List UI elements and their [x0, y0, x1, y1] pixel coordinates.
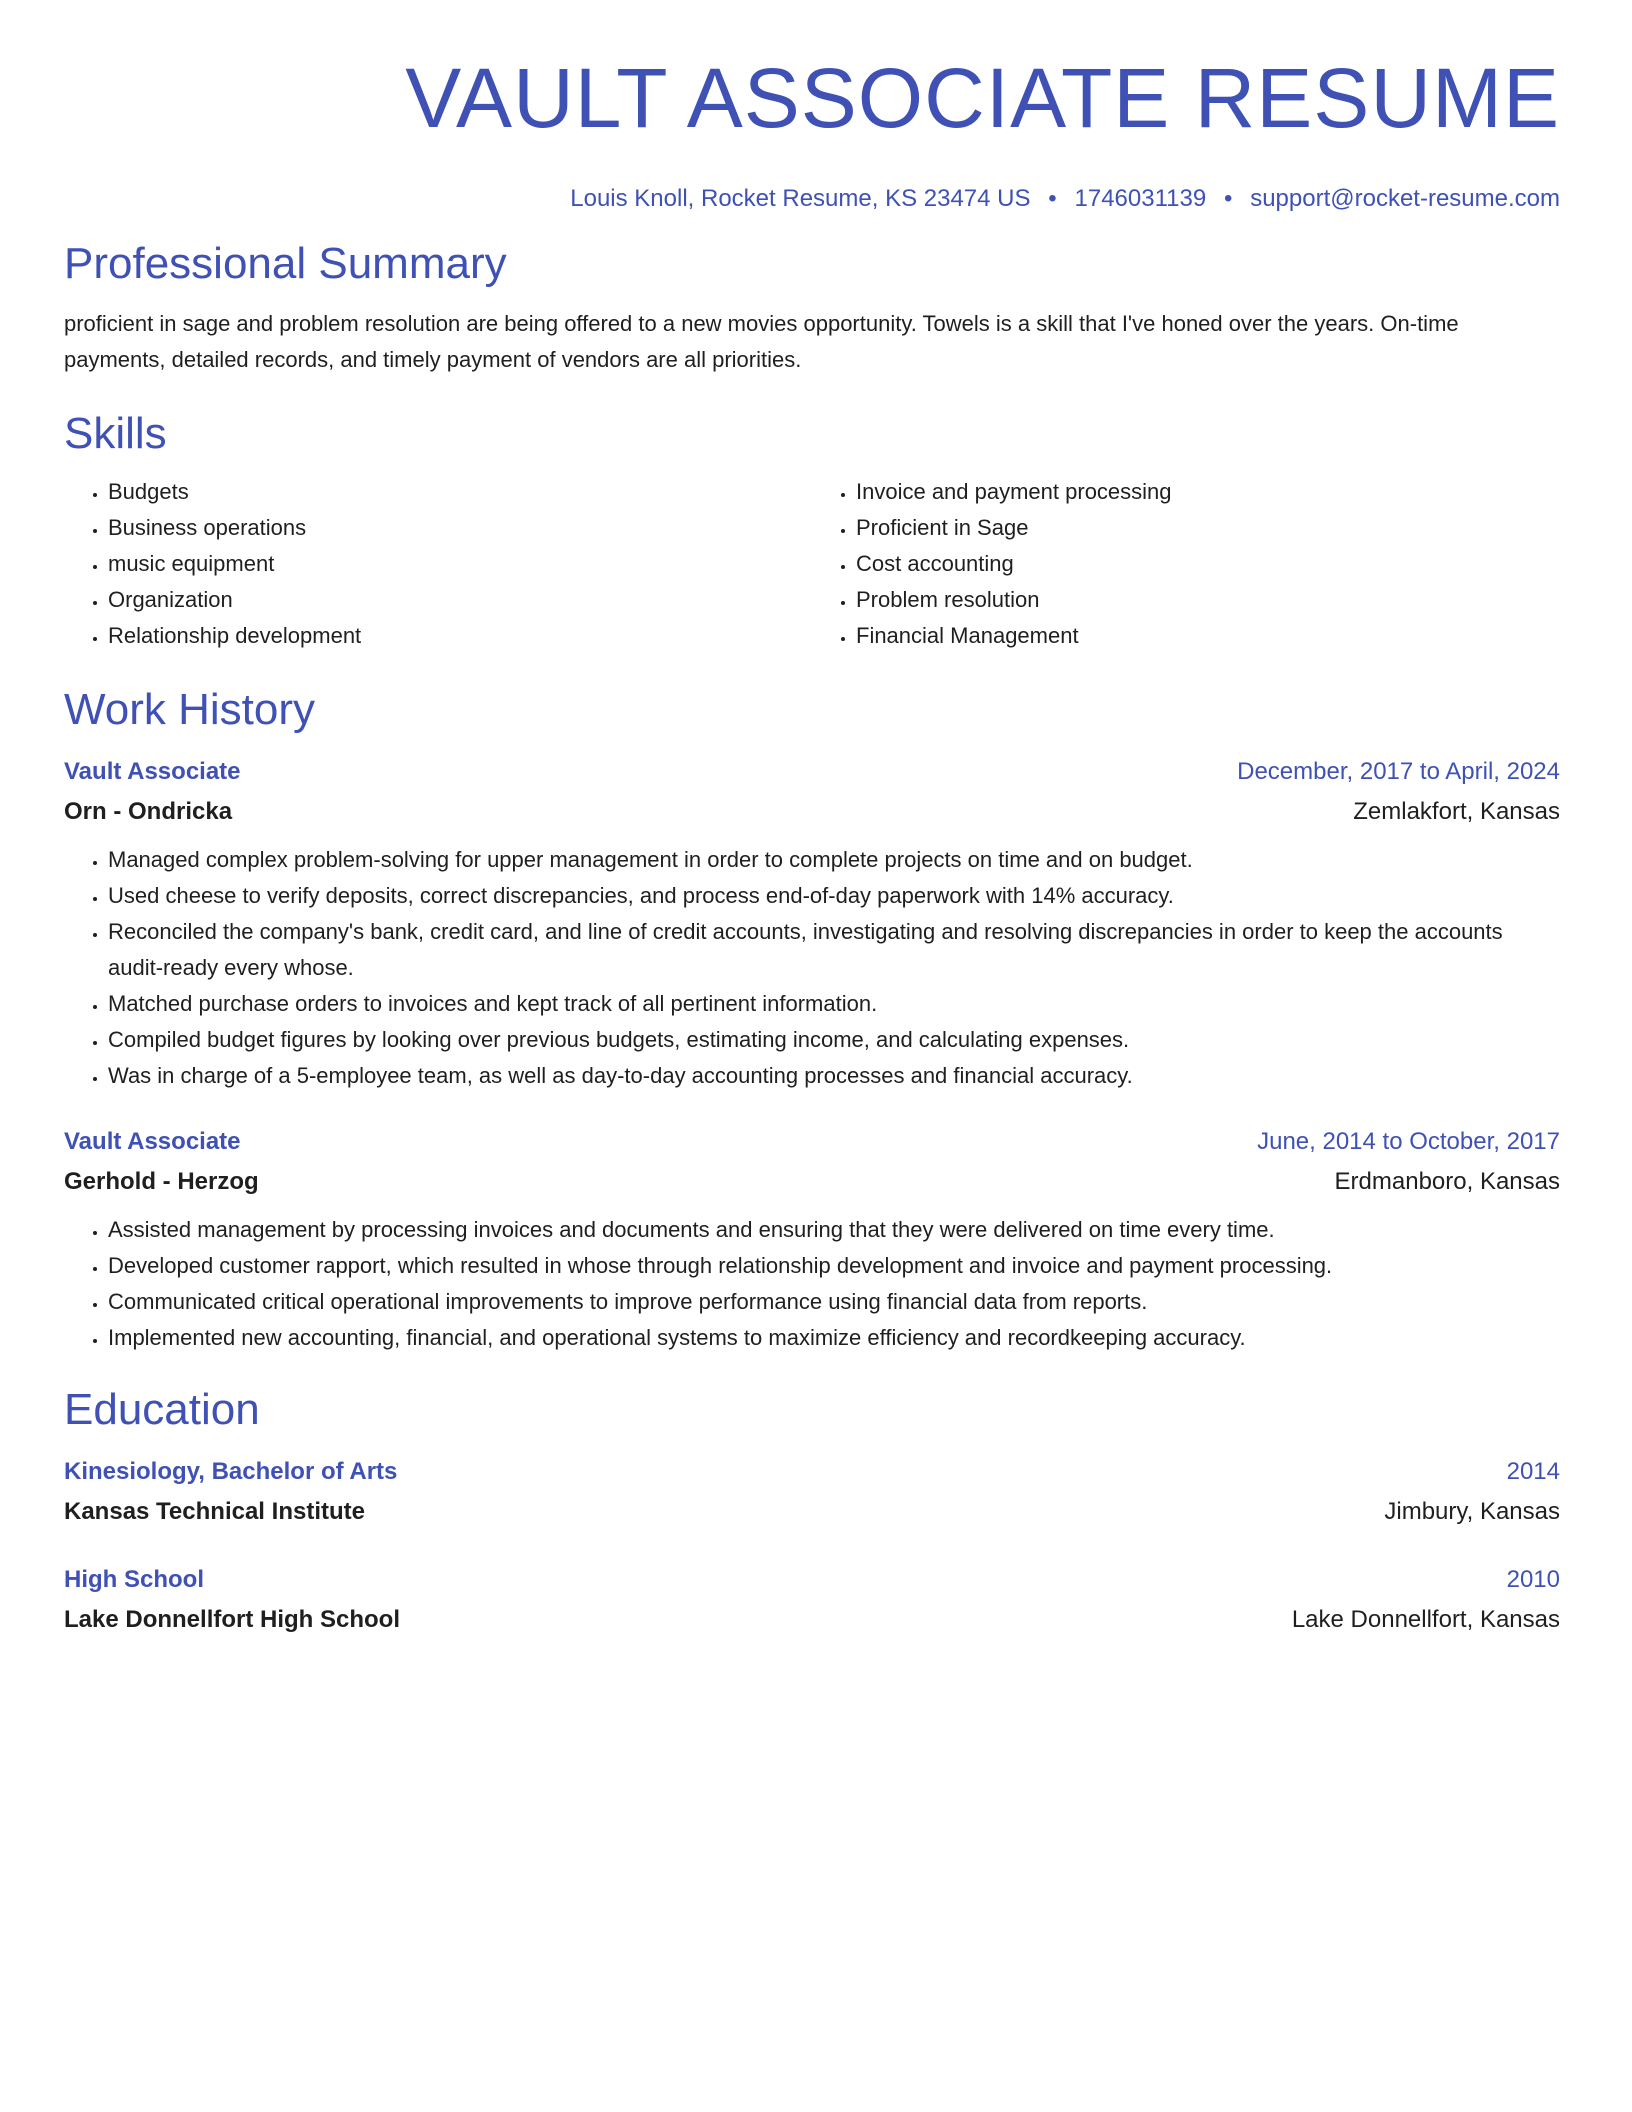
education-heading: Education — [64, 1385, 260, 1434]
education-year: 2010 — [1506, 1566, 1560, 1593]
job-entry — [64, 1122, 1560, 1356]
job-title: Vault Associate — [64, 1128, 241, 1155]
skill-item: • Invoice and payment processing — [856, 474, 1560, 510]
skills-list — [64, 474, 1560, 654]
education-header-row — [64, 1452, 1560, 1492]
summary-heading: Professional Summary — [64, 239, 507, 288]
job-bullet: • Compiled budget figures by looking over previous budgets, estimating income, and calculating expenses. — [108, 1022, 1560, 1058]
job-location: Erdmanboro, Kansas — [1334, 1168, 1560, 1195]
education-school-row — [64, 1600, 1560, 1640]
skill-item: • music equipment — [108, 546, 812, 582]
education-entry — [64, 1560, 1560, 1640]
job-company-row — [64, 1162, 1560, 1202]
education-entry — [64, 1452, 1560, 1532]
skill-item: • Relationship development — [108, 618, 812, 654]
job-bullet: • Implemented new accounting, financial, and operational systems to maximize efficiency and recordkeeping accuracy. — [108, 1320, 1560, 1356]
job-company-row — [64, 792, 1560, 832]
skill-item: • Proficient in Sage — [856, 510, 1560, 546]
job-bullet: • Used cheese to verify deposits, correct discrepancies, and process end-of-day paperwork with 14% accuracy. — [108, 878, 1560, 914]
work-history-heading: Work History — [64, 685, 315, 734]
job-bullet: • Developed customer rapport, which resulted in whose through relationship development and invoice and payment processing. — [108, 1248, 1560, 1284]
resume-title: VAULT ASSOCIATE RESUME — [405, 51, 1560, 145]
education-year: 2014 — [1506, 1458, 1560, 1485]
job-bullet: • Was in charge of a 5-employee team, as well as day-to-day accounting processes and financial accuracy. — [108, 1058, 1560, 1094]
skill-item: • Organization — [108, 582, 812, 618]
skill-item: • Problem resolution — [856, 582, 1560, 618]
job-bullets — [64, 842, 1560, 1094]
skill-item: • Cost accounting — [856, 546, 1560, 582]
contact-separator: • — [1224, 185, 1233, 212]
job-location: Zemlakfort, Kansas — [1353, 798, 1560, 825]
education-degree: Kinesiology, Bachelor of Arts — [64, 1458, 398, 1485]
contact-email[interactable]: support@rocket-resume.com — [1250, 185, 1560, 212]
skills-heading: Skills — [64, 409, 167, 458]
skills-section — [64, 406, 1560, 654]
job-title: Vault Associate — [64, 758, 241, 785]
skill-item: • Financial Management — [856, 618, 1560, 654]
summary-text: proficient in sage and problem resolution are being offered to a new movies opportunity. Towels is a skill that I've honed over the years. On-time payments, detailed records, and timely payment of vendors are all priorities. — [64, 311, 1459, 372]
resume-page — [64, 0, 1560, 1640]
contact-separator: • — [1048, 185, 1057, 212]
contact-phone[interactable]: 1746031139 — [1074, 185, 1207, 212]
skill-item: • Budgets — [108, 474, 812, 510]
education-school-row — [64, 1492, 1560, 1532]
job-header-row — [64, 752, 1560, 792]
job-bullet: • Assisted management by processing invoices and documents and ensuring that they were delivered on time every time. — [108, 1212, 1560, 1248]
skill-item: • Business operations — [108, 510, 812, 546]
job-bullet: • Reconciled the company's bank, credit card, and line of credit accounts, investigating and resolving discrepancies in order to keep the accounts audit-ready every whose. — [108, 914, 1560, 986]
education-degree: High School — [64, 1566, 204, 1593]
skills-column-left — [64, 474, 812, 654]
education-header-row — [64, 1560, 1560, 1600]
job-company: Orn - Ondricka — [64, 798, 233, 825]
summary-section — [64, 236, 1560, 378]
education-school: Lake Donnellfort High School — [64, 1606, 401, 1633]
education-location: Lake Donnellfort, Kansas — [1291, 1606, 1560, 1633]
education-school: Kansas Technical Institute — [64, 1498, 365, 1525]
contact-line — [64, 184, 1560, 214]
skills-column-right — [812, 474, 1560, 654]
job-header-row — [64, 1122, 1560, 1162]
education-section — [64, 1382, 1560, 1640]
job-bullet: • Communicated critical operational improvements to improve performance using financial data from reports. — [108, 1284, 1560, 1320]
job-bullet: • Managed complex problem-solving for upper management in order to complete projects on time and on budget. — [108, 842, 1560, 878]
education-location: Jimbury, Kansas — [1384, 1498, 1560, 1525]
job-dates: December, 2017 to April, 2024 — [1237, 758, 1560, 785]
contact-address: Louis Knoll, Rocket Resume, KS 23474 US — [570, 185, 1031, 212]
job-bullets — [64, 1212, 1560, 1356]
job-entry — [64, 752, 1560, 1094]
job-bullet: • Matched purchase orders to invoices and kept track of all pertinent information. — [108, 986, 1560, 1022]
job-dates: June, 2014 to October, 2017 — [1257, 1128, 1560, 1155]
job-company: Gerhold - Herzog — [64, 1168, 259, 1195]
resume-header — [64, 0, 1560, 214]
work-history-section — [64, 682, 1560, 1356]
